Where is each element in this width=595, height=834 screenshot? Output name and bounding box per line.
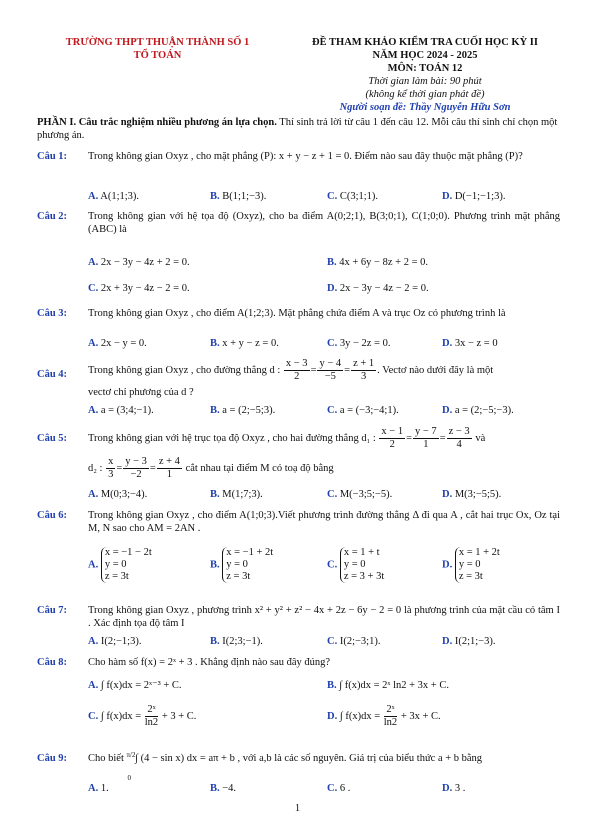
option-c[interactable]: C. I(2;−3;1).	[327, 636, 381, 647]
option-d[interactable]: D. 2x − 3y − 4z − 2 = 0.	[327, 283, 429, 294]
time-limit: Thời gian làm bài: 90 phút	[368, 76, 482, 87]
question-text: Trong không gian Oxyz , phương trình x² + y² + z² − 4x + 2z − 6y − 2 = 0 là phương trình của mặt cầu có tâm I . Xác định tọa độ tâm I	[88, 605, 560, 629]
part-title: PHẦN I. Câu trắc nghiệm nhiều phương án lựa chọn.	[37, 117, 277, 128]
option-c[interactable]: C. 6 .	[327, 783, 351, 794]
option-c[interactable]: C. C(3;1;1).	[327, 191, 379, 202]
question-number: Câu 7:	[37, 605, 68, 616]
question-3	[37, 307, 562, 353]
question-7	[37, 604, 562, 650]
question-number: Câu 1:	[37, 151, 68, 162]
option-c[interactable]: C. M(−3;5;−5).	[327, 489, 393, 500]
department-name: TỔ TOÁN	[133, 50, 182, 61]
option-c[interactable]: C. x = 1 + t y = 0 z = 3 + 3t	[327, 547, 385, 582]
question-4	[37, 358, 562, 420]
option-a[interactable]: A. 2x − 3y − 4z + 2 = 0.	[88, 257, 190, 268]
question-number: Câu 2:	[37, 211, 68, 222]
subject: MÔN: TOÁN 12	[387, 63, 463, 74]
question-8	[37, 656, 562, 736]
option-b[interactable]: B. I(2;3;−1).	[210, 636, 263, 647]
question-number: Câu 9:	[37, 753, 68, 764]
time-note: (không kể thời gian phát đề)	[365, 89, 485, 100]
page-number: 1	[294, 803, 301, 814]
part-description: Thí sinh trả lời từ câu 1 đến câu 12. Mỗi câu thí sinh chỉ chọn một phương án.	[37, 117, 558, 141]
author: Người soạn đề: Thầy Nguyễn Hữu Sơn	[339, 102, 511, 113]
option-d[interactable]: D. M(3;−5;5).	[442, 489, 502, 500]
school-name: TRƯỜNG THPT THUẬN THÀNH SỐ 1	[65, 37, 250, 48]
school-year: NĂM HỌC 2024 - 2025	[372, 50, 478, 61]
question-5	[37, 426, 562, 506]
question-number: Câu 5:	[37, 433, 68, 444]
option-d[interactable]: D. D(−1;−1;3).	[442, 191, 506, 202]
option-b[interactable]: B. −4.	[210, 783, 237, 794]
option-c[interactable]: C. 2x + 3y − 4z − 2 = 0.	[88, 283, 190, 294]
question-number: Câu 8:	[37, 657, 68, 668]
question-6	[37, 509, 562, 601]
option-c[interactable]: C. ∫ f(x)dx = $\frac{\text{2ˣ}}{\ln 2}$ + 3 + C.	[88, 704, 197, 728]
part-one-intro	[37, 116, 562, 142]
option-d[interactable]: D. I(2;1;−3).	[442, 636, 496, 647]
question-text-line2: d₂ : $\frac{x}{3}$ = $\frac{y - 3}{-2}$ = $\frac{z + 4}{1}$ cắt nhau tại điểm M có toạ độ bằng	[88, 456, 334, 480]
question-text: Trong không gian với hệ tọa độ (Oxyz), cho ba điểm A(0;2;1), B(3;0;1), C(1;0;0). Phương trình mặt phẳng (ABC) là	[88, 211, 560, 235]
option-d[interactable]: D. 3 .	[442, 783, 466, 794]
question-text: Trong không gian Oxyz , cho mặt phẳng (P): x + y − z + 1 = 0. Điểm nào sau đây thuộc mặt phẳng (P)?	[88, 151, 523, 162]
option-b[interactable]: B. 4x + 6y − 8z + 2 = 0.	[327, 257, 428, 268]
option-b[interactable]: B. M(1;7;3).	[210, 489, 263, 500]
option-d[interactable]: D. a = (2;−5;−3).	[442, 405, 514, 416]
question-2	[37, 210, 562, 296]
option-c[interactable]: C. a = (−3;−4;1).	[327, 405, 399, 416]
option-a[interactable]: A. 2x − y = 0.	[88, 338, 147, 349]
option-d[interactable]: D. x = 1 + 2t y = 0 z = 3t	[442, 547, 500, 582]
option-a[interactable]: A. M(0;3;−4).	[88, 489, 148, 500]
question-9	[37, 738, 562, 794]
question-number: Câu 4:	[37, 369, 68, 380]
school-header	[50, 36, 265, 62]
question-text: Cho biết π/2 0 ∫ (4 − sin x) dx = aπ + b , với a,b là các số nguyên. Giá trị của biểu thức a + b bằng	[88, 752, 560, 765]
option-c[interactable]: C. 3y − 2z = 0.	[327, 338, 391, 349]
option-b[interactable]: B. B(1;1;−3).	[210, 191, 267, 202]
integral-lower-limit: 0	[127, 774, 131, 782]
question-text-line2: vectơ chỉ phương của d ?	[88, 387, 194, 398]
option-a[interactable]: A. a = (3;4;−1).	[88, 405, 154, 416]
option-b[interactable]: B. x = −1 + 2t y = 0 z = 3t	[210, 547, 274, 582]
option-b[interactable]: B. a = (2;−5;3).	[210, 405, 276, 416]
option-a[interactable]: A. A(1;1;3).	[88, 191, 140, 202]
question-text: Trong không gian Oxyz , cho điểm A(1;2;3). Mặt phẳng chứa điểm A và trục Oz có phương trình là	[88, 308, 506, 319]
option-d[interactable]: D. ∫ f(x)dx = $\frac{\text{2ˣ}}{\ln 2}$ + 3x + C.	[327, 704, 441, 728]
option-b[interactable]: B. ∫ f(x)dx = 2ˣ ln2 + 3x + C.	[327, 680, 449, 691]
option-a[interactable]: A. x = −1 − 2t y = 0 z = 3t	[88, 547, 152, 582]
integral-upper-limit: π/2	[126, 751, 136, 759]
question-text: Trong không gian Oxyz , cho đường thẳng d : $\frac{x - 3}{2}$ = $\frac{y - 4}{-5}$ = $\frac{z + 1}{3}$ . Vectơ nào dưới đây là một	[88, 358, 494, 382]
question-text: Trong không gian với hệ trục tọa độ Oxyz , cho hai đường thẳng d₁ : $\frac{x - 1}{2}$ = $\frac{y - 7}{1}$ = $\frac{z - 3}{4}$ và	[88, 426, 486, 450]
option-a[interactable]: A. 1.	[88, 783, 109, 794]
option-a[interactable]: A. I(2;−1;3).	[88, 636, 142, 647]
question-number: Câu 3:	[37, 308, 68, 319]
exam-header	[285, 36, 565, 114]
question-1	[37, 150, 562, 206]
option-a[interactable]: A. ∫ f(x)dx = 2ˣ⁻³ + C.	[88, 680, 182, 691]
exam-title: ĐỀ THAM KHẢO KIỂM TRA CUỐI HỌC KỲ II	[312, 37, 538, 48]
question-text: Cho hàm số f(x) = 2ˣ + 3 . Khẳng định nào sau đây đúng?	[88, 657, 331, 668]
option-b[interactable]: B. x + y − z = 0.	[210, 338, 279, 349]
option-d[interactable]: D. 3x − z = 0	[442, 338, 498, 349]
question-text: Trong không gian Oxyz , cho điểm A(1;0;3).Viết phương trình đường thẳng Δ đi qua A , cắt hai trục Ox, Oz tại M, N sao cho AM = 2AN .	[88, 510, 560, 534]
question-number: Câu 6:	[37, 510, 68, 521]
